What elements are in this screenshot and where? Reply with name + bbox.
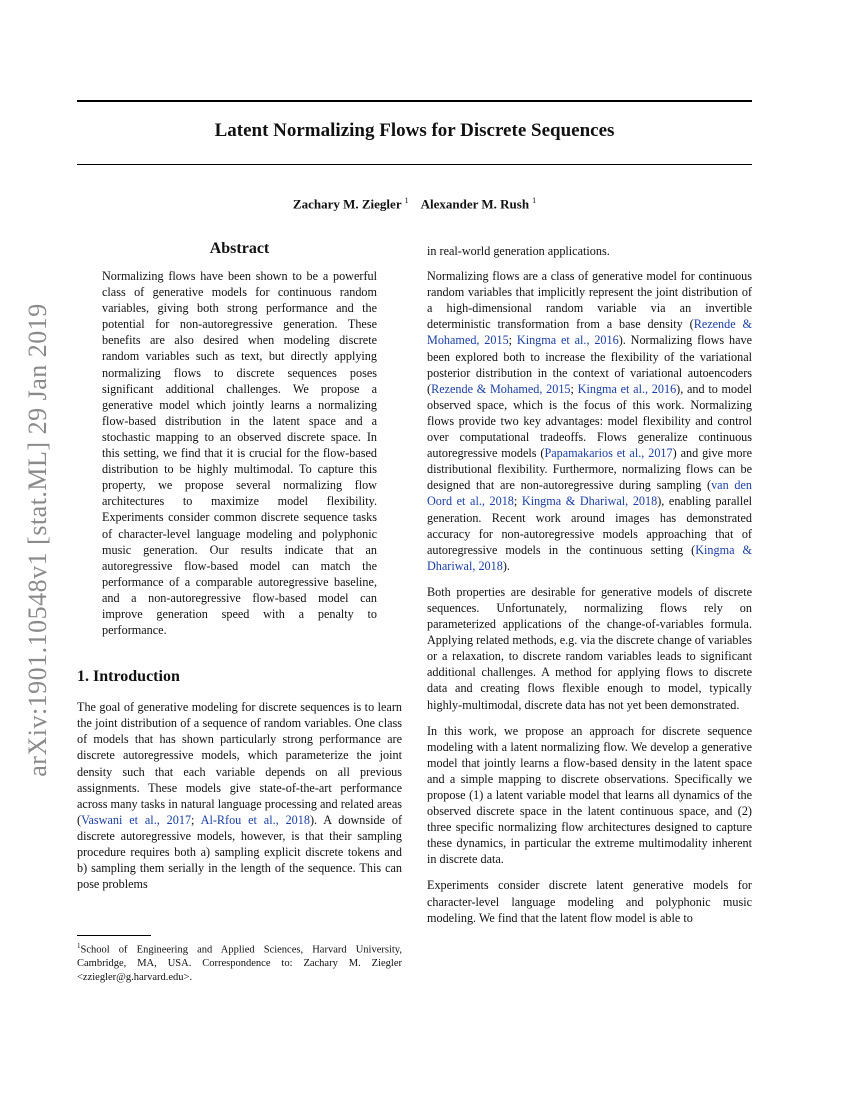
citation-link[interactable]: Kingma & Dhariwal, 2018 (521, 494, 658, 509)
title-top-rule (77, 100, 752, 102)
abstract-heading: Abstract (209, 240, 270, 257)
author-name: Alexander M. Rush (420, 196, 530, 212)
footnote (77, 940, 402, 984)
citation-link[interactable]: Papamakarios et al., 2017 (544, 446, 673, 461)
section-heading-introduction: 1. Introduction (77, 668, 180, 686)
citation-link[interactable]: Rezende & Mohamed, 2015 (431, 381, 571, 396)
citation-link[interactable]: van den Oord et al., 2018 (427, 478, 752, 509)
intro-paragraph-1-continued: in real-world generation applications. (427, 244, 610, 258)
abstract-text: Normalizing flows have been shown to be a powerful class of generative models for continuous random variables, giving both strong performance and the potential for non-autoregressive generation. These benefits are also desired when modeling discrete random variables such as text, but directly applying normalizing flows to discrete sequences poses significant additional challenges. We propose a generative model which jointly learns a normalizing flow-based distribution in the latent space and a stochastic mapping to an observed discrete space. In this setting, we find that it is crucial for the flow-based distribution to be highly multimodal. To capture this property, we propose several normalizing flow architectures to maximize model flexibility. Experiments consider common discrete sequence tasks of character-level language modeling and polyphonic music generation. Our results indicate that an autoregressive flow-based model can match the performance of a comparable autoregressive baseline, and a non-autoregressive flow-based model can improve generation speed with a penalty to performance. (102, 269, 377, 638)
citation-link[interactable]: Al-Rfou et al., 2018 (200, 812, 310, 827)
left-column (77, 240, 402, 892)
citation-link[interactable]: Kingma et al., 2016 (577, 381, 677, 396)
author-affiliation-mark: 1 (532, 196, 537, 205)
footnote-text: School of Engineering and Applied Sciences, Harvard University, Cambridge, MA, USA. Correspondence to: Zachary M. Ziegler <zziegler@g.harvard.edu>. (77, 944, 402, 983)
author-name: Zachary M. Ziegler (292, 196, 402, 212)
right-column (427, 243, 752, 936)
title-bottom-rule (77, 164, 752, 165)
paper-title: Latent Normalizing Flows for Discrete Sequences (214, 120, 615, 141)
footnote-rule (77, 935, 151, 936)
intro-paragraph-2: Normalizing flows are a class of generative model for continuous random variables that implicitly represent the joint distribution of a high-dimensional random variable via an invertible deterministic transformation from a base density (Rezende & Mohamed, 2015; Kingma et al., 2016). Normalizing flows have been explored both to increase the flexibility of the variational posterior distribution in the context of variational autoencoders (Rezende & Mohamed, 2015; Kingma et al., 2016), and to model observed space, which is the focus of this work. Normalizing flows provide two key advantages: model flexibility and control over computational tradeoffs. Flows generalize continuous autoregressive models (Papamakarios et al., 2017) and give more distributional flexibility. Furthermore, normalizing flows can be designed that are non-autoregressive during sampling (van den Oord et al., 2018; Kingma & Dhariwal, 2018), enabling parallel generation. Recent work around images has demonstrated accuracy for non-autoregressive models approaching that of autoregressive models in the continuous setting (Kingma & Dhariwal, 2018). (427, 269, 753, 573)
intro-paragraph-1: The goal of generative modeling for discrete sequences is to learn the joint distribution of a sequence of random variables. One class of models that has shown particularly strong performance are discrete autoregressive models, which parameterize the joint density such that each variable depends on all previous assignments. These models give state-of-the-art performance across many tasks in natural language processing and related areas (Vaswani et al., 2017; Al-Rfou et al., 2018). A downside of discrete autoregressive models, however, is that their sampling procedure requires both a) sampling explicit discrete tokens and b) sampling them serially in the length of the sequence. This can pose problems (77, 700, 403, 892)
citation-link[interactable]: Rezende & Mohamed, 2015 (427, 317, 753, 348)
author-list (77, 196, 752, 212)
citation-link[interactable]: Vaswani et al., 2017 (81, 812, 192, 827)
citation-link[interactable]: Kingma et al., 2016 (516, 333, 619, 348)
author-affiliation-mark: 1 (404, 196, 409, 205)
arxiv-stamp: arXiv:1901.10548v1 [stat.ML] 29 Jan 2019 (23, 303, 52, 777)
intro-paragraph-5: Experiments consider discrete latent generative models for character-level language modeling and polyphonic music modeling. We find that the latent flow model is able to (427, 878, 752, 925)
footnote-mark: 1 (77, 942, 81, 950)
citation-link[interactable]: Kingma & Dhariwal, 2018 (427, 542, 752, 573)
intro-paragraph-3: Both properties are desirable for generative models of discrete sequences. Unfortunately, normalizing flows rely on parameterized applications of the change-of-variables formula. Applying related methods, e.g. via the discrete change of variables or a relaxation, to discrete random variables leads to significant additional challenges. A method for applying flows to discrete data and creating flows flexible enough to model, typically highly-multimodal, discrete data has not yet been demonstrated. (427, 584, 752, 712)
intro-paragraph-4: In this work, we propose an approach for discrete sequence modeling with a latent normalizing flow. We develop a generative model that jointly learns a flow-based density in the latent space and a simple mapping to discrete observations. Specifically we propose (1) a latent variable model that learns all dynamics of the observed discrete space in the latent continuous space, and (2) three specific normalizing flow architectures designed to capture these dynamics, in particular the extreme multimodality inherent in discrete data. (427, 723, 752, 867)
